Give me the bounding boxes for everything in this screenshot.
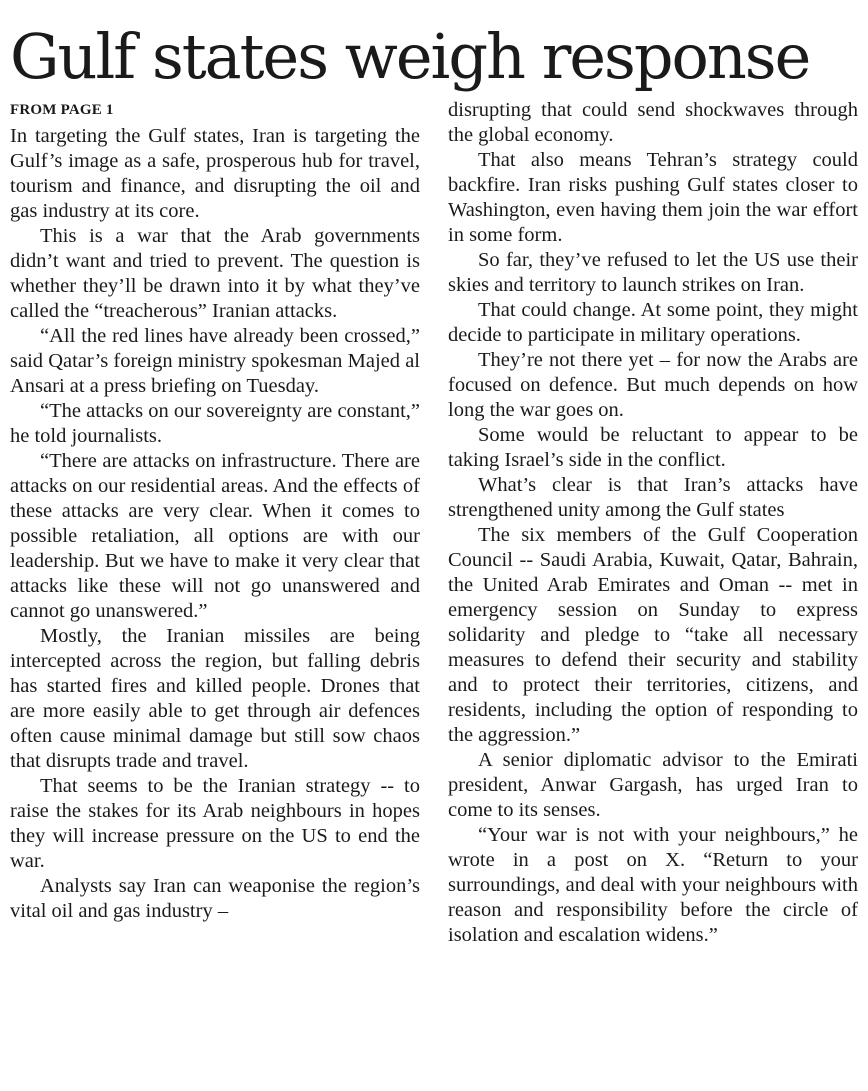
headline: Gulf states weigh response xyxy=(10,20,810,93)
paragraph: Analysts say Iran can weaponise the region’s vital oil and gas industry – xyxy=(10,875,420,922)
paragraph: “Your war is not with your neighbours,” he wrote in a post on X. “Return to your surroundings, and deal with your neighbours with reason and responsibility before the circle of isolation and escalation widens.” xyxy=(448,824,858,946)
paragraph: That seems to be the Iranian strategy -- to raise the stakes for its Arab neighbours in hopes they will increase pressure on the US to end the war. xyxy=(10,775,420,872)
paragraph: “All the red lines have already been crossed,” said Qatar’s foreign ministry spokesman Majed al Ansari at a press briefing on Tuesday. xyxy=(10,325,420,397)
article-column-right xyxy=(448,98,858,948)
paragraph: That could change. At some point, they might decide to participate in military operations. xyxy=(448,299,858,346)
paragraph: The six members of the Gulf Cooperation Council -- Saudi Arabia, Kuwait, Qatar, Bahrain, the United Arab Emirates and Oman -- met in emergency session on Sunday to express solidarity and pledge to “take all necessary measures to defend their security and stability and to protect their territories, citizens, and residents, including the option of responding to the aggression.” xyxy=(448,524,858,746)
paragraph: Some would be reluctant to appear to be taking Israel’s side in the conflict. xyxy=(448,424,858,471)
paragraph: “The attacks on our sovereignty are constant,” he told journalists. xyxy=(10,400,420,447)
paragraph: “There are attacks on infrastructure. There are attacks on our residential areas. And the effects of these attacks are very clear. When it comes to possible retaliation, all options are with our leadership. But we have to make it very clear that attacks like these will not go unanswered and cannot go unanswered.” xyxy=(10,450,420,622)
paragraph: They’re not there yet – for now the Arabs are focused on defence. But much depends on how long the war goes on. xyxy=(448,349,858,421)
paragraph: disrupting that could send shockwaves through the global economy. xyxy=(448,99,858,146)
paragraph: Mostly, the Iranian missiles are being intercepted across the region, but falling debris has started fires and killed people. Drones that are more easily able to get through air defences often cause minimal damage but still sow chaos that disrupts trade and travel. xyxy=(10,625,420,772)
paragraph: What’s clear is that Iran’s attacks have strengthened unity among the Gulf states xyxy=(448,474,858,521)
kicker-from-page: FROM PAGE 1 xyxy=(10,102,114,118)
paragraph: So far, they’ve refused to let the US use their skies and territory to launch strikes on Iran. xyxy=(448,249,858,296)
paragraph: This is a war that the Arab governments didn’t want and tried to prevent. The question is whether they’ll be drawn into it by what they’ve called the “treacherous” Iranian attacks. xyxy=(10,225,420,322)
article-column-left xyxy=(10,100,420,924)
paragraph: A senior diplomatic advisor to the Emirati president, Anwar Gargash, has urged Iran to come to its senses. xyxy=(448,749,858,821)
paragraph: In targeting the Gulf states, Iran is targeting the Gulf’s image as a safe, prosperous hub for travel, tourism and finance, and disrupting the oil and gas industry at its core. xyxy=(10,125,420,222)
paragraph: That also means Tehran’s strategy could backfire. Iran risks pushing Gulf states closer to Washington, even having them join the war effort in some form. xyxy=(448,149,858,246)
